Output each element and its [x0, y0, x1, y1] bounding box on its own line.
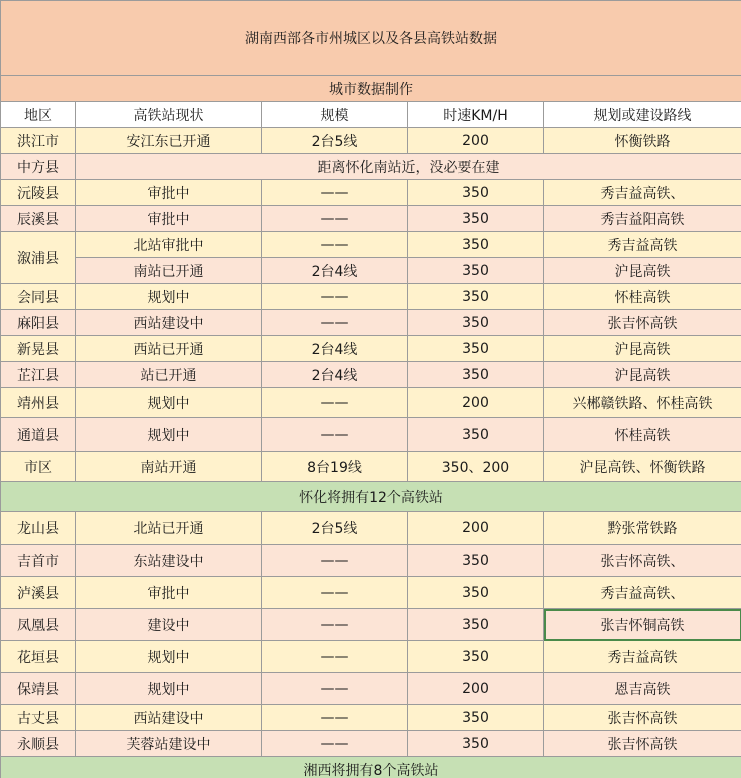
cell-region[interactable]: 吉首市: [1, 545, 76, 577]
cell-region[interactable]: 沅陵县: [1, 180, 76, 206]
cell-status[interactable]: 规划中: [76, 673, 262, 705]
cell-status[interactable]: 规划中: [76, 284, 262, 310]
cell-route[interactable]: 沪昆高铁: [544, 362, 741, 388]
summary-huaihua[interactable]: 怀化将拥有12个高铁站: [1, 482, 741, 512]
cell-route[interactable]: 张吉怀高铁、: [544, 545, 741, 577]
cell-status[interactable]: 东站建设中: [76, 545, 262, 577]
cell-route[interactable]: 沪昆高铁: [544, 258, 741, 284]
cell-scale[interactable]: ——: [262, 731, 408, 757]
section-label[interactable]: 城市数据制作: [1, 76, 741, 102]
cell-region[interactable]: 泸溪县: [1, 577, 76, 609]
table-row: [1, 284, 741, 310]
cell-status[interactable]: 审批中: [76, 206, 262, 232]
cell-route[interactable]: 秀吉益高铁: [544, 232, 741, 258]
table-row: [1, 673, 741, 705]
cell-region[interactable]: 靖州县: [1, 388, 76, 418]
table-title[interactable]: 湖南西部各市州城区以及各县高铁站数据: [1, 1, 741, 76]
cell-route[interactable]: 秀吉益高铁: [544, 641, 741, 673]
summary-xiangxi[interactable]: 湘西将拥有8个高铁站: [1, 757, 741, 778]
cell-speed[interactable]: 350: [408, 545, 544, 577]
cell-speed[interactable]: 350: [408, 336, 544, 362]
cell-route[interactable]: 兴郴赣铁路、怀桂高铁: [544, 388, 741, 418]
cell-route[interactable]: 沪昆高铁: [544, 336, 741, 362]
cell-scale[interactable]: ——: [262, 673, 408, 705]
cell-status[interactable]: 规划中: [76, 641, 262, 673]
cell-status[interactable]: 审批中: [76, 577, 262, 609]
cell-route[interactable]: 秀吉益阳高铁: [544, 206, 741, 232]
cell-route[interactable]: 沪昆高铁、怀衡铁路: [544, 452, 741, 482]
cell-status[interactable]: 审批中: [76, 180, 262, 206]
cell-region[interactable]: 辰溪县: [1, 206, 76, 232]
cell-region[interactable]: 花垣县: [1, 641, 76, 673]
cell-speed[interactable]: 350: [408, 705, 544, 731]
cell-status[interactable]: 西站已开通: [76, 336, 262, 362]
cell-speed[interactable]: 350、200: [408, 452, 544, 482]
cell-route[interactable]: 张吉怀高铁: [544, 705, 741, 731]
cell-route-selected[interactable]: 张吉怀铜高铁: [544, 609, 741, 641]
cell-speed[interactable]: 350: [408, 284, 544, 310]
cell-status[interactable]: 规划中: [76, 388, 262, 418]
cell-region[interactable]: 会同县: [1, 284, 76, 310]
cell-speed[interactable]: 350: [408, 609, 544, 641]
cell-speed[interactable]: 350: [408, 310, 544, 336]
header-row: [1, 102, 741, 128]
cell-route[interactable]: 张吉怀高铁: [544, 310, 741, 336]
table-row: [1, 258, 741, 284]
table-row: [1, 128, 741, 154]
table-row: [1, 452, 741, 482]
table-row: [1, 577, 741, 609]
table-row: [1, 418, 741, 452]
cell-speed[interactable]: 200: [408, 673, 544, 705]
table-row: [1, 180, 741, 206]
cell-status[interactable]: 建设中: [76, 609, 262, 641]
cell-route[interactable]: 怀桂高铁: [544, 418, 741, 452]
cell-speed[interactable]: 350: [408, 206, 544, 232]
header-cell[interactable]: 规模: [262, 102, 408, 128]
table-row: [1, 232, 741, 258]
table-row: [1, 731, 741, 757]
cell-status[interactable]: 南站已开通: [76, 258, 262, 284]
header-cell[interactable]: 规划或建设路线: [544, 102, 741, 128]
cell-region[interactable]: 市区: [1, 452, 76, 482]
header-cell[interactable]: 高铁站现状: [76, 102, 262, 128]
table-row: [1, 641, 741, 673]
cell-status[interactable]: 北站已开通: [76, 512, 262, 545]
cell-scale[interactable]: 2台4线: [262, 362, 408, 388]
table-row: [1, 512, 741, 545]
cell-speed[interactable]: 200: [408, 388, 544, 418]
cell-scale[interactable]: ——: [262, 609, 408, 641]
cell-scale[interactable]: ——: [262, 388, 408, 418]
cell-scale[interactable]: ——: [262, 284, 408, 310]
table-row: [1, 388, 741, 418]
cell-route[interactable]: 秀吉益高铁、: [544, 180, 741, 206]
cell-scale[interactable]: ——: [262, 418, 408, 452]
cell-speed[interactable]: 200: [408, 512, 544, 545]
cell-route[interactable]: 秀吉益高铁、: [544, 577, 741, 609]
table-row: [1, 362, 741, 388]
cell-status[interactable]: 安江东已开通: [76, 128, 262, 154]
table-row: [1, 336, 741, 362]
cell-scale[interactable]: ——: [262, 545, 408, 577]
cell-speed[interactable]: 350: [408, 258, 544, 284]
cell-scale[interactable]: 2台5线: [262, 512, 408, 545]
cell-speed[interactable]: 350: [408, 731, 544, 757]
table-row: [1, 154, 741, 180]
cell-speed[interactable]: 350: [408, 641, 544, 673]
cell-speed[interactable]: 350: [408, 232, 544, 258]
cell-scale[interactable]: ——: [262, 232, 408, 258]
cell-scale[interactable]: ——: [262, 206, 408, 232]
cell-route[interactable]: 怀桂高铁: [544, 284, 741, 310]
cell-speed[interactable]: 350: [408, 180, 544, 206]
table-row: [1, 310, 741, 336]
cell-speed[interactable]: 350: [408, 362, 544, 388]
cell-route[interactable]: 黔张常铁路: [544, 512, 741, 545]
cell-scale[interactable]: 2台4线: [262, 336, 408, 362]
table-row: [1, 206, 741, 232]
header-cell[interactable]: 时速KM/H: [408, 102, 544, 128]
cell-scale[interactable]: ——: [262, 310, 408, 336]
cell-region[interactable]: 新晃县: [1, 336, 76, 362]
cell-status[interactable]: 西站建设中: [76, 310, 262, 336]
cell-region[interactable]: 保靖县: [1, 673, 76, 705]
cell-region[interactable]: 古丈县: [1, 705, 76, 731]
cell-merged-note[interactable]: 距离怀化南站近，没必要在建: [76, 154, 741, 180]
cell-region[interactable]: 溆浦县: [1, 232, 76, 284]
table-row: [1, 705, 741, 731]
cell-region[interactable]: 永顺县: [1, 731, 76, 757]
cell-status[interactable]: 规划中: [76, 418, 262, 452]
cell-status[interactable]: 站已开通: [76, 362, 262, 388]
cell-status[interactable]: 芙蓉站建设中: [76, 731, 262, 757]
cell-region[interactable]: 芷江县: [1, 362, 76, 388]
cell-status[interactable]: 西站建设中: [76, 705, 262, 731]
cell-speed[interactable]: 350: [408, 577, 544, 609]
cell-scale[interactable]: ——: [262, 641, 408, 673]
cell-region[interactable]: 凤凰县: [1, 609, 76, 641]
cell-region[interactable]: 中方县: [1, 154, 76, 180]
cell-scale[interactable]: 2台4线: [262, 258, 408, 284]
cell-status[interactable]: 北站审批中: [76, 232, 262, 258]
cell-region[interactable]: 龙山县: [1, 512, 76, 545]
cell-speed[interactable]: 200: [408, 128, 544, 154]
cell-scale[interactable]: ——: [262, 705, 408, 731]
cell-scale[interactable]: 2台5线: [262, 128, 408, 154]
cell-scale[interactable]: ——: [262, 180, 408, 206]
table-row: [1, 545, 741, 577]
cell-speed[interactable]: 350: [408, 418, 544, 452]
cell-region[interactable]: 通道县: [1, 418, 76, 452]
cell-region[interactable]: 麻阳县: [1, 310, 76, 336]
cell-region[interactable]: 洪江市: [1, 128, 76, 154]
cell-route[interactable]: 张吉怀高铁: [544, 731, 741, 757]
table-row: [1, 609, 741, 641]
cell-status[interactable]: 南站开通: [76, 452, 262, 482]
cell-route[interactable]: 怀衡铁路: [544, 128, 741, 154]
header-cell[interactable]: 地区: [1, 102, 76, 128]
cell-scale[interactable]: ——: [262, 577, 408, 609]
cell-route[interactable]: 恩吉高铁: [544, 673, 741, 705]
cell-scale[interactable]: 8台19线: [262, 452, 408, 482]
